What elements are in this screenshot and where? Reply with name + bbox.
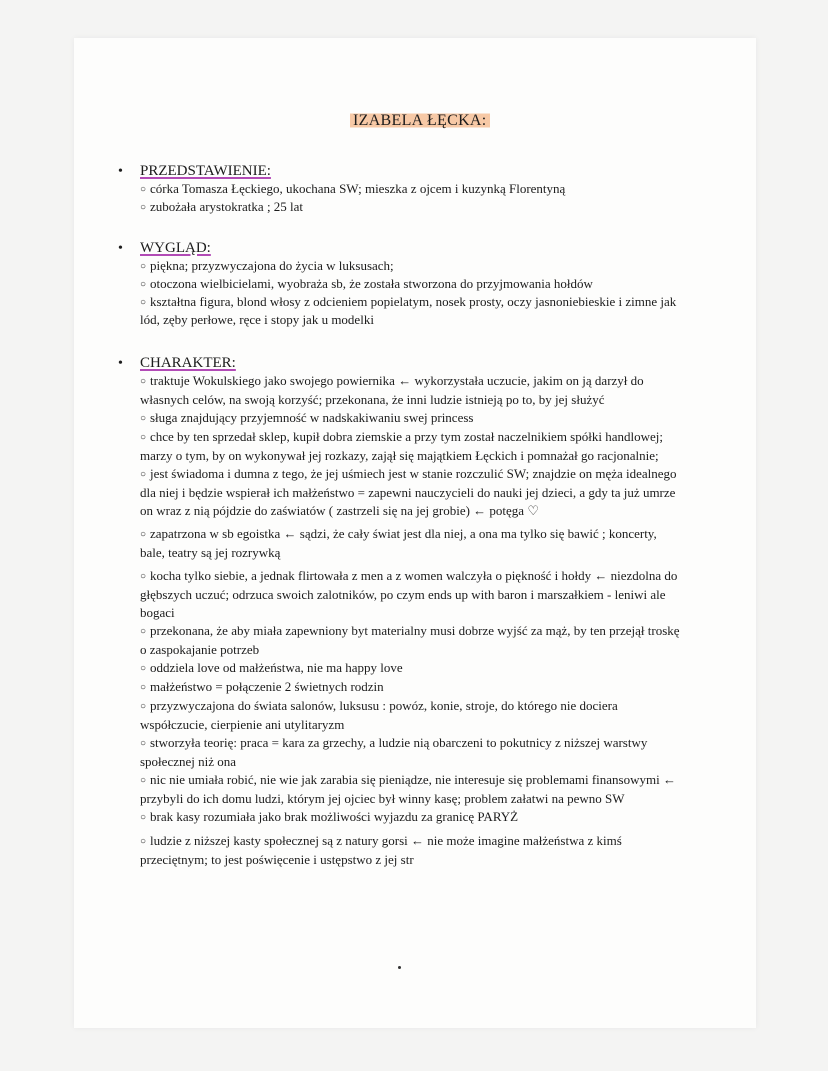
list-item xyxy=(140,567,680,622)
circle-bullet-icon: ○ xyxy=(140,626,147,637)
item-text: jest świadoma i dumna z tego, że jej uśmiech jest w stanie rozczulić SW; znajdzie on męża idealnego dla niej i będzie wspierał ich małżeństwo = zapewni nauczycieli do nauki jej dzieci, a gdy ta już umrze on wraz z nią pójdzie do zaświatów ( zastrzeli się na jej grobie) ← potęga ♡ xyxy=(140,466,677,518)
item-text: stworzyła teorię: praca = kara za grzechy, a ludzie nią obarczeni to pokutnicy z niższej warstwy społecznej niż ona xyxy=(140,735,648,769)
list-item xyxy=(140,697,680,734)
item-text: zubożała arystokratka ; 25 lat xyxy=(150,199,304,214)
item-text: piękna; przyzwyczajona do życia w luksusach; xyxy=(150,258,394,273)
circle-bullet-icon: ○ xyxy=(140,663,147,674)
list-item xyxy=(140,622,680,659)
list-item xyxy=(140,275,680,293)
list-item xyxy=(140,808,680,827)
list-item xyxy=(140,409,680,428)
list-item xyxy=(140,832,680,869)
bullet-icon: • xyxy=(118,356,123,371)
circle-bullet-icon: ○ xyxy=(140,297,147,308)
list-item xyxy=(140,659,680,678)
list-item xyxy=(140,293,680,328)
list-item xyxy=(140,525,680,562)
bullet-icon: • xyxy=(118,164,123,179)
section-przedstawienie xyxy=(118,163,718,216)
circle-bullet-icon: ○ xyxy=(140,432,147,443)
page-dot xyxy=(398,966,401,969)
circle-bullet-icon: ○ xyxy=(140,738,147,749)
circle-bullet-icon: ○ xyxy=(140,376,147,387)
circle-bullet-icon: ○ xyxy=(140,469,147,480)
circle-bullet-icon: ○ xyxy=(140,836,147,847)
item-text: otoczona wielbicielami, wyobraża sb, że została stworzona do przyjmowania hołdów xyxy=(150,276,593,291)
circle-bullet-icon: ○ xyxy=(140,279,147,290)
list-item xyxy=(140,372,680,409)
circle-bullet-icon: ○ xyxy=(140,413,147,424)
item-text: nic nie umiała robić, nie wie jak zarabia się pieniądze, nie interesuje się problemami finansowymi ← przybyli do ich domu ludzi, którym jej ojciec był winny kasę; problem załatwi na pewno SW xyxy=(140,772,676,806)
section-wyglad xyxy=(118,240,718,328)
item-text: ludzie z niższej kasty społecznej są z natury gorsi ← nie może imagine małżeństwa z kimś przeciętnym; to jest poświęcenie i ustępstwo z jej str xyxy=(140,833,622,867)
circle-bullet-icon: ○ xyxy=(140,682,147,693)
list-item xyxy=(140,734,680,771)
circle-bullet-icon: ○ xyxy=(140,571,147,582)
list-item xyxy=(140,180,680,198)
item-text: kształtna figura, blond włosy z odcieniem popielatym, nosek prosty, oczy jasnoniebieskie i zimne jak lód, zęby perłowe, ręce i stopy jak u modelki xyxy=(140,294,677,327)
circle-bullet-icon: ○ xyxy=(140,812,147,823)
list-item xyxy=(140,257,680,275)
list-item xyxy=(140,198,680,216)
title-text: IZABELA ŁĘCKA: xyxy=(350,112,490,129)
item-text: chce by ten sprzedał sklep, kupił dobra ziemskie a przy tym został naczelnikiem spółki handlowej; marzy o tym, by on wykonywał jej rozkazy, zajął się majątkiem Łęckich i pomnażał go racjonalnie; xyxy=(140,429,663,463)
section-heading: PRZEDSTAWIENIE: xyxy=(140,163,271,179)
bullet-icon: • xyxy=(118,241,123,256)
item-text: zapatrzona w sb egoistka ← sądzi, że cały świat jest dla niej, a ona ma tylko się bawić ; koncerty, bale, teatry są jej rozrywką xyxy=(140,526,657,560)
circle-bullet-icon: ○ xyxy=(140,529,147,540)
list-item xyxy=(140,771,680,808)
item-text: sługa znajdujący przyjemność w nadskakiwaniu swej princess xyxy=(150,410,474,425)
document-title xyxy=(350,112,490,130)
item-text: brak kasy rozumiała jako brak możliwości wyjazdu za granicę PARYŻ xyxy=(150,809,519,824)
item-text: przyzwyczajona do świata salonów, luksusu : powóz, konie, stroje, do którego nie dociera współczucie, cierpienie ani utylitaryzm xyxy=(140,698,618,732)
item-text: oddziela love od małżeństwa, nie ma happy love xyxy=(150,660,403,675)
circle-bullet-icon: ○ xyxy=(140,701,147,712)
circle-bullet-icon: ○ xyxy=(140,775,147,786)
section-charakter xyxy=(118,355,718,869)
list-item xyxy=(140,465,680,520)
circle-bullet-icon: ○ xyxy=(140,184,147,195)
section-heading: WYGLĄD: xyxy=(140,240,211,256)
item-text: małżeństwo = połączenie 2 świetnych rodzin xyxy=(150,679,384,694)
list-item xyxy=(140,428,680,465)
item-text: przekonana, że aby miała zapewniony byt materialny musi dobrze wyjść za mąż, by ten przejął troskę o zaspokajanie potrzeb xyxy=(140,623,680,657)
item-text: traktuje Wokulskiego jako swojego powiernika ← wykorzystała uczucie, jakim on ją darzył do własnych celów, na swoją korzyść; przekonana, że inni ludzie istnieją po to, by jej służyć xyxy=(140,373,644,407)
item-text: córka Tomasza Łęckiego, ukochana SW; mieszka z ojcem i kuzynką Florentyną xyxy=(150,181,566,196)
list-item xyxy=(140,678,680,697)
section-heading: CHARAKTER: xyxy=(140,355,236,371)
circle-bullet-icon: ○ xyxy=(140,261,147,272)
circle-bullet-icon: ○ xyxy=(140,202,147,213)
item-text: kocha tylko siebie, a jednak flirtowała z men a z women walczyła o piękność i hołdy ← niezdolna do głębszych uczuć; odrzuca swoich zalotników, po czym ends up with baron i marszałkiem - leniwi ale bogaci xyxy=(140,568,678,620)
